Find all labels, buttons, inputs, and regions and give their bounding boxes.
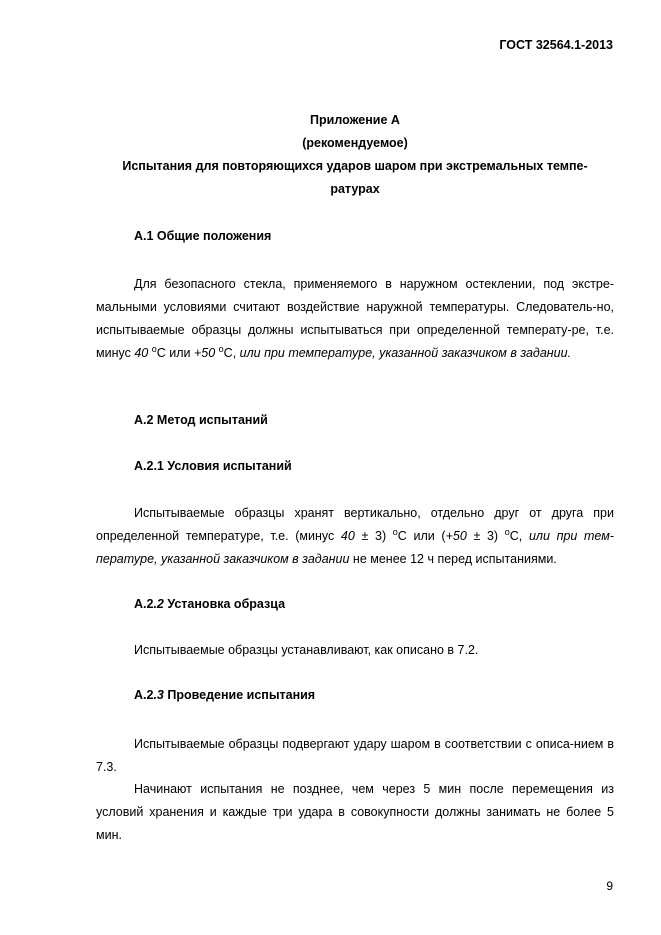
a1-italic-clause: или при температуре, указанной заказчиком в задании.	[239, 346, 572, 360]
section-a23-paragraph1: Испытываемые образцы подвергают удару шаром в соответствии с описа-нием в 7.3.	[96, 737, 614, 774]
a21-text2: ± 3)	[354, 529, 393, 543]
section-a1-paragraph	[96, 273, 614, 365]
document-code: ГОСТ 32564.1-2013	[499, 38, 613, 52]
a21-text3: C или (	[397, 529, 446, 543]
a22-heading-b: .2	[153, 597, 164, 611]
a22-heading-a: А.2	[134, 597, 154, 611]
a1-text: Для безопасного стекла, применяемого в наружном остеклении, под экстре-мальными условиями считают воздействие наружной температуры. Следователь-но, испытываемые образцы должны испытываться при определенной температу-ре, т.е. минус	[96, 277, 614, 360]
a21-text5: C,	[509, 529, 529, 543]
appendix-title-line1: Испытания для повторяющихся ударов шаром при экстремальных темпе-	[122, 159, 588, 173]
section-a23-heading	[134, 688, 315, 702]
a21-text6: не менее 12 ч перед испытаниями.	[349, 552, 557, 566]
section-a23-paragraph2: Начинают испытания не позднее, чем через 5 мин после перемещения из условий хранения и каждые три удара в совокупности должны занимать не более 5 мин.	[96, 782, 614, 842]
a1-unit1: C или	[156, 346, 194, 360]
appendix-status: (рекомендуемое)	[302, 136, 408, 150]
a22-heading-c: Установка образца	[163, 597, 286, 611]
section-a22-paragraph: Испытываемые образцы устанавливают, как описано в 7.2.	[134, 643, 479, 657]
section-a21-paragraph	[96, 502, 614, 571]
a21-text1: Испытываемые образцы хранят вертикально, отдельно друг от друга при определенной температуре, т.е. (минус	[96, 506, 614, 543]
section-a1-heading: А.1 Общие положения	[134, 229, 272, 243]
section-a22-heading	[134, 597, 285, 611]
a23-heading-b: .3	[153, 688, 164, 702]
appendix-title-line2: ратурах	[330, 182, 380, 196]
a21-text4: ± 3)	[466, 529, 505, 543]
appendix-label: Приложение А	[310, 113, 400, 127]
degree-sign: о	[151, 344, 157, 354]
a21-italic-clause: или при тем-пературе, указанной заказчиком в задании	[96, 529, 614, 566]
a1-unit2: C,	[223, 346, 240, 360]
section-a21-heading: А.2.1 Условия испытаний	[134, 459, 292, 473]
section-a2-heading: А.2 Метод испытаний	[134, 413, 268, 427]
page-number: 9	[606, 879, 613, 893]
a1-value-plus: +50	[193, 346, 216, 360]
degree-sign: о	[504, 527, 510, 537]
a21-value-plus: +50	[445, 529, 467, 543]
a1-value-minus: 40	[134, 346, 149, 360]
degree-sign: о	[218, 344, 224, 354]
degree-sign: о	[392, 527, 398, 537]
a23-heading-c: Проведение испытания	[163, 688, 316, 702]
a21-value-minus: 40	[340, 529, 355, 543]
a23-heading-a: А.2	[134, 688, 154, 702]
